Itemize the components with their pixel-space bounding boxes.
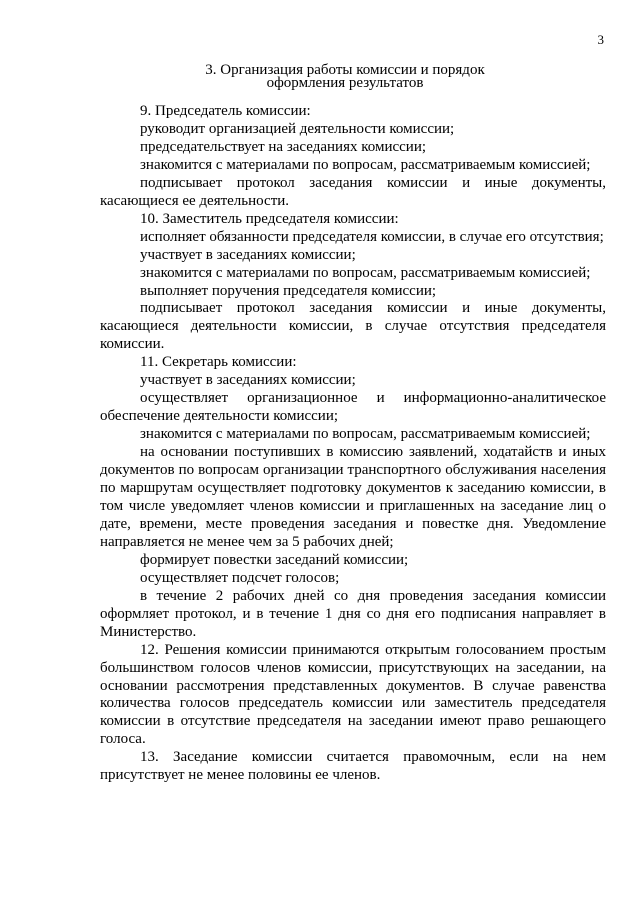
paragraph: участвует в заседаниях комиссии; — [140, 372, 356, 389]
paragraph: формирует повестки заседаний комиссии; — [140, 551, 409, 568]
paragraph: осуществляет подсчет голосов; — [140, 569, 340, 586]
paragraph: на основании поступивших в комиссию заявлений, ходатайств и иных документов по вопросам организации транспортного обслуживания населения по маршрутам осуществляет подготовку документов к заседанию комиссии, в том числе уведомляет членов комиссии и приглашенных на заседание лиц о дате, времени, месте проведения заседания и повестке дня. Уведомление направляется не менее чем за 5 рабочих дней; — [100, 444, 606, 550]
paragraph: подписывает протокол заседания комиссии и иные документы, касающиеся деятельности комиссии, в случае отсутствия председателя комиссии. — [100, 300, 606, 353]
section-heading-line-2: оформления результатов — [266, 75, 424, 91]
section-heading-line-1: 3. Организация работы комиссии и порядок — [205, 62, 485, 78]
paragraph: подписывает протокол заседания комиссии и иные документы, касающиеся ее деятельности. — [100, 174, 606, 209]
paragraph: председательствует на заседаниях комиссии; — [140, 138, 427, 155]
paragraph: руководит организацией деятельности комиссии; — [140, 120, 455, 137]
paragraph-11-title: 11. Секретарь комиссии: — [140, 354, 297, 371]
paragraph: знакомится с материалами по вопросам, рассматриваемым комиссией; — [140, 426, 591, 443]
paragraph: выполняет поручения председателя комиссии; — [140, 282, 437, 299]
paragraph-12: 12. Решения комиссии принимаются открытым голосованием простым большинством голосов членов комиссии, присутствующих на заседании, на основании рассмотрения представленных документов. В случае равенства количества голосов председатель комиссии или заместитель председателя комиссии в отсутствие председателя на заседании имеют право решающего голоса. — [100, 641, 606, 748]
paragraph: в течение 2 рабочих дней со дня проведения заседания комиссии оформляет протокол, и в течение 1 дня со дня его подписания направляет в Министерство. — [100, 587, 606, 640]
paragraph: знакомится с материалами по вопросам, рассматриваемым комиссией; — [140, 156, 591, 173]
document-body — [100, 103, 606, 785]
paragraph: исполняет обязанности председателя комиссии, в случае его отсутствия; — [140, 228, 604, 245]
paragraph: знакомится с материалами по вопросам, рассматриваемым комиссией; — [140, 264, 591, 281]
paragraph-9-title: 9. Председатель комиссии: — [140, 103, 311, 119]
paragraph-13: 13. Заседание комиссии считается правомочным, если на нем присутствует не менее половины ее членов. — [100, 749, 606, 784]
page-number: 3 — [597, 32, 604, 47]
paragraph: участвует в заседаниях комиссии; — [140, 246, 356, 263]
paragraph: осуществляет организационное и информационно-аналитическое обеспечение деятельности комиссии; — [100, 390, 606, 425]
section-heading — [100, 64, 590, 90]
paragraph-10-title: 10. Заместитель председателя комиссии: — [140, 210, 399, 227]
